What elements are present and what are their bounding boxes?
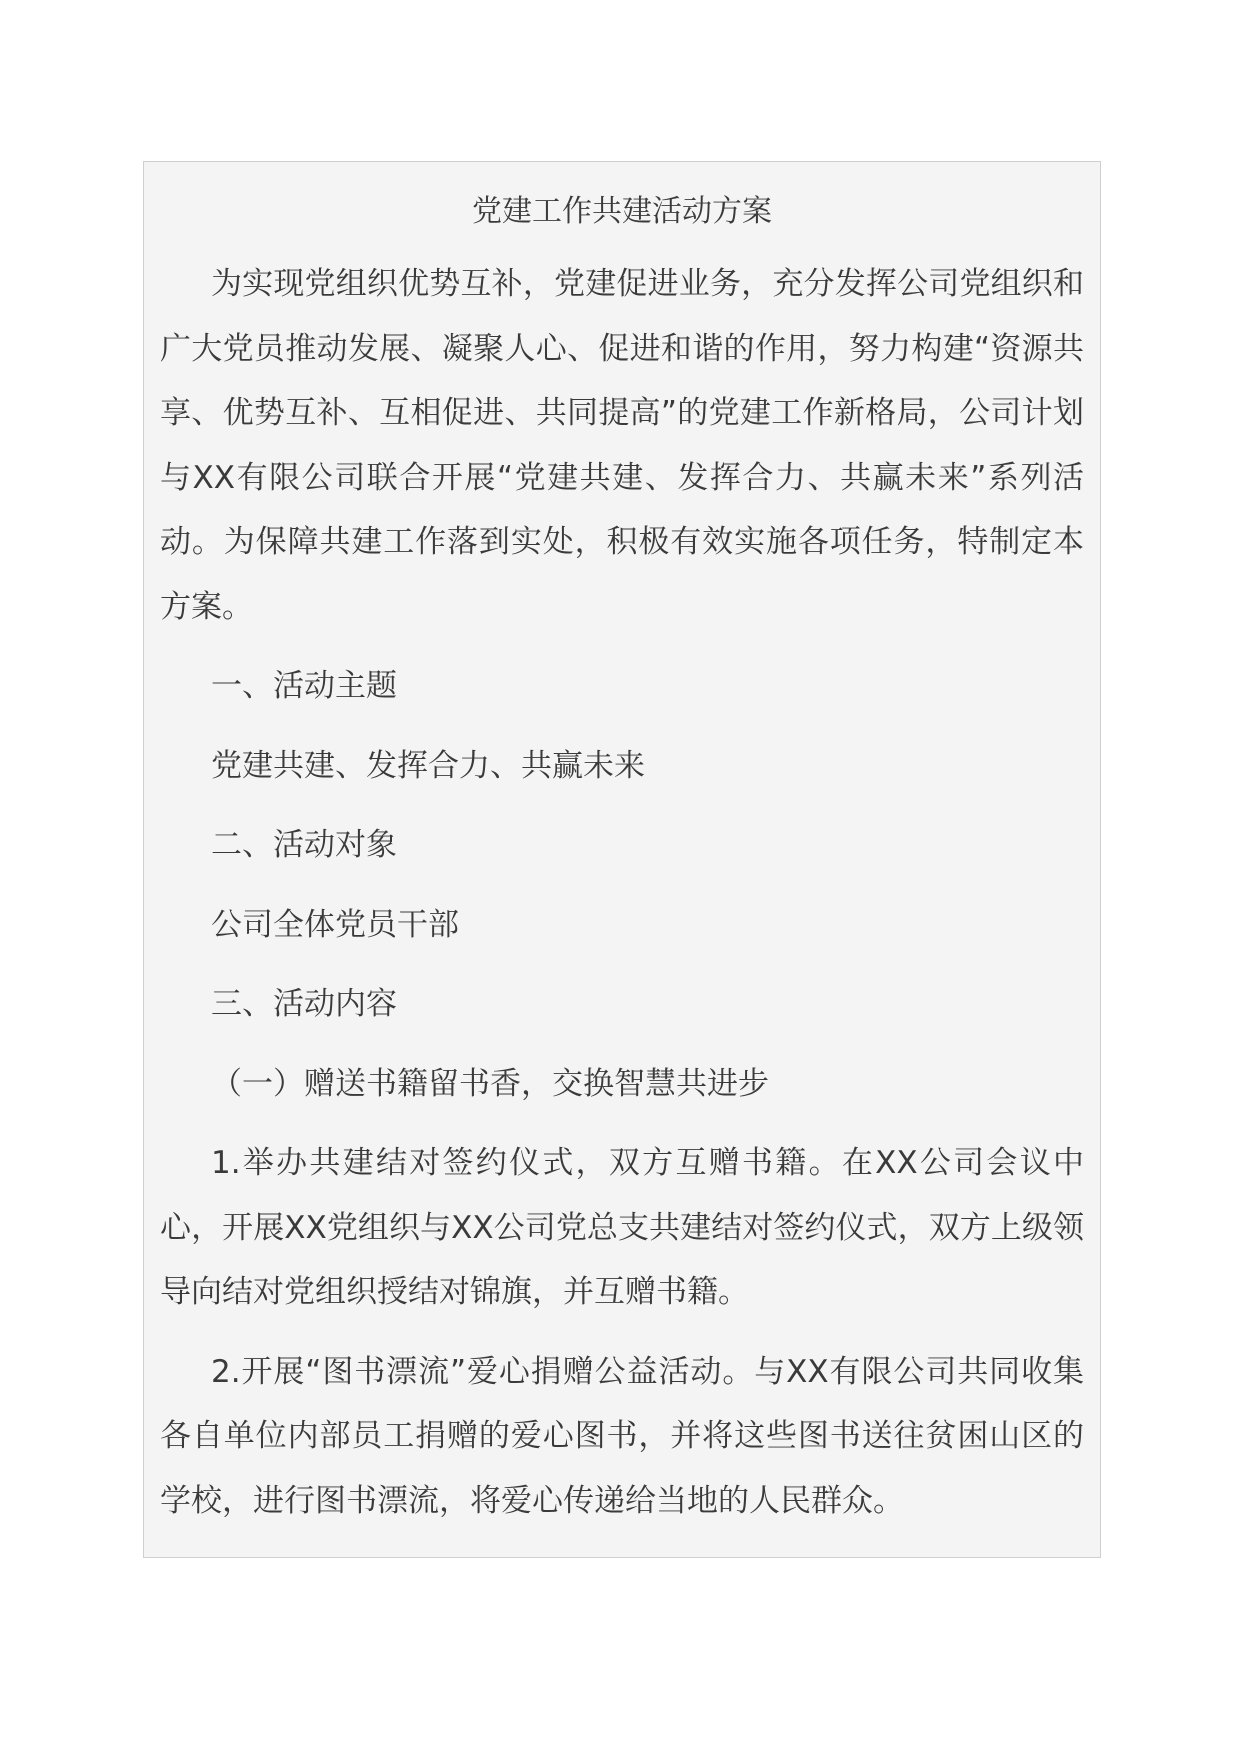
subsection-1-heading: （一）赠送书籍留书香，交换智慧共进步 <box>211 1065 769 1102</box>
section-2-heading: 二、活动对象 <box>211 827 397 863</box>
section-2-body: 公司全体党员干部 <box>211 906 459 943</box>
section-3-heading: 三、活动内容 <box>211 986 397 1022</box>
item-1-paragraph: 1.举办共建结对签约仪式，双方互赠书籍。在XX公司会议中心，开展XX党组织与XX公司党总支共建结对签约仪式，双方上级领导向结对党组织授结对锦旗，并互赠书籍。 <box>160 1145 1084 1310</box>
document-title: 党建工作共建活动方案 <box>472 194 772 229</box>
section-1-heading: 一、活动主题 <box>211 668 397 704</box>
section-1-body: 党建共建、发挥合力、共赢未来 <box>211 747 645 784</box>
document-page <box>143 161 1101 1558</box>
item-2-paragraph: 2.开展“图书漂流”爱心捐赠公益活动。与XX有限公司共同收集各自单位内部员工捐赠的爱心图书，并将这些图书送往贫困山区的学校，进行图书漂流，将爱心传递给当地的人民群众。 <box>160 1353 1084 1519</box>
intro-paragraph: 为实现党组织优势互补，党建促进业务，充分发挥公司党组织和广大党员推动发展、凝聚人心、促进和谐的作用，努力构建“资源共享、优势互补、互相促进、共同提高”的党建工作新格局，公司计划与XX有限公司联合开展“党建共建、发挥合力、共赢未来”系列活动。为保障共建工作落到实处，积极有效实施各项任务，特制定本方案。 <box>160 266 1084 625</box>
